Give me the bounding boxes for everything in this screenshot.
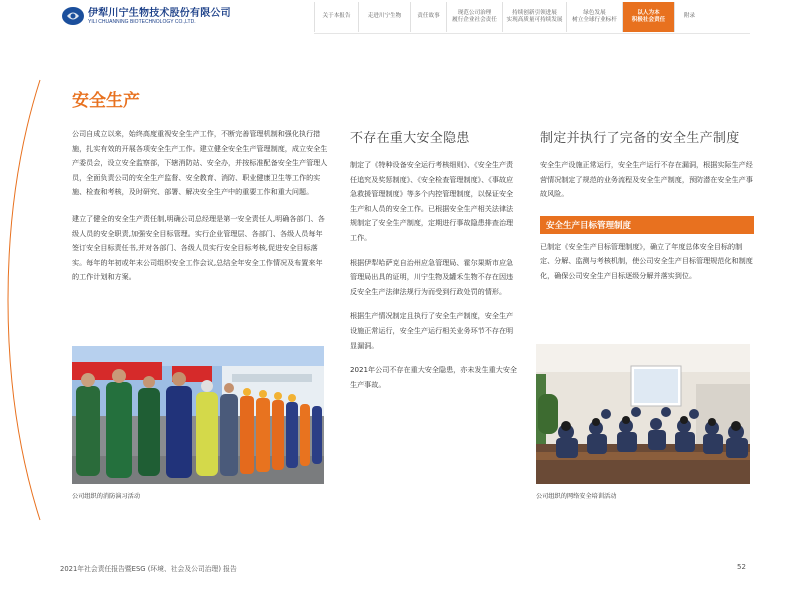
nav-tab-7[interactable]: 以人为本 积极社会责任 — [622, 2, 674, 32]
header-divider — [314, 33, 750, 34]
nav-tab-6[interactable]: 绿色发展 树立全球行业标杆 — [566, 2, 622, 32]
intro-paragraph-1: 公司自成立以来，始终高度重视安全生产工作，不断完善管理机制和强化执行措施，扎实有效的开展各项安全生产工作。建立健全安全生产管理制度，成立安全生产委员会，设立安全监察部，下辖消防站、安全办，并按标准配备安全生产管理人员，全面负责公司的安全生产监督、安全教育、消防、职业健康卫生等工作的实施、检查和考核，及时研究、部署、解决安全生产中的重要工作和重大问题。 — [72, 129, 328, 197]
safety-system-column — [540, 127, 754, 294]
fire-drill-photo — [72, 346, 324, 484]
no-hazard-paragraph-1: 制定了《特种设备安全运行考核细则》、《安全生产责任追究及奖惩制度》、《安全检查管理制度》、《事故应急救援管理制度》等多个内控管理制度，以保证安全生产和人员的安全工作。已根据安全生产相关法律法规制定了安全生产制度，定期进行事故隐患排查治理工作。 — [350, 160, 514, 242]
no-hazard-paragraph-3: 根据生产情况制定且执行了安全生产制度，安全生产设施正常运行，安全生产运行相关业务环节不存在明显漏洞。 — [350, 311, 514, 350]
logo-chinese-name: 伊犁川宁生物技术股份有限公司 — [88, 7, 231, 19]
nav-tab-1[interactable]: 关于本报告 — [314, 2, 358, 32]
network-training-photo — [536, 344, 750, 484]
nav-tab-2[interactable]: 走进川宁生物 — [358, 2, 410, 32]
decorative-curve — [0, 0, 60, 596]
nav-tab-8[interactable]: 附录 — [674, 2, 704, 32]
no-hazard-paragraph-4: 2021年公司不存在重大安全隐患，亦未发生重大安全生产事故。 — [350, 365, 518, 389]
safety-system-paragraph-2: 已制定《安全生产目标管理制度》，确立了年度总体安全目标的制定、分解、监测与考核机制，使公司安全生产目标管理规范化和制度化，确保公司安全生产目标逐级分解并落实到位。 — [540, 241, 753, 280]
header-bar — [0, 0, 808, 34]
logo-english-name: YILI CHUANNING BIOTECHNOLOGY CO.,LTD. — [88, 18, 196, 25]
chapter-nav — [314, 2, 704, 32]
safety-system-heading: 制定并执行了完备的安全生产制度 — [540, 131, 740, 146]
fire-drill-caption: 公司组织的消防演习活动 — [72, 493, 141, 500]
network-training-caption: 公司组织的网络安全培训活动 — [536, 493, 617, 500]
safety-system-paragraph-1: 安全生产设施正常运行，安全生产运行不存在漏洞，根据实际生产经营情况制定了规范的业务流程及安全生产制度，预防潜在安全生产事故风险。 — [540, 160, 753, 199]
no-hazard-heading: 不存在重大安全隐患 — [350, 131, 470, 146]
nav-tab-3[interactable]: 责任故事 — [410, 2, 446, 32]
page-title: 安全生产 — [72, 91, 140, 111]
intro-column — [72, 127, 328, 297]
target-management-badge: 安全生产目标管理制度 — [540, 216, 754, 234]
nav-tab-5[interactable]: 持续创新引领进展 实现高质量可持续发展 — [502, 2, 566, 32]
company-logo[interactable] — [62, 7, 231, 25]
report-name-footer: 2021年社会责任报告暨ESG (环境、社会及公司治理) 报告 — [60, 565, 237, 573]
company-emblem-icon — [62, 7, 84, 25]
no-hazard-column — [350, 127, 518, 402]
no-hazard-paragraph-2: 根据伊犁哈萨克自治州应急管理局、霍尔果斯市应急管理局出具的证明，川宁生物及罐禾生物不存在因违反安全生产法律法规行为而受到行政处罚的情形。 — [350, 257, 514, 296]
intro-paragraph-2: 建立了健全的安全生产责任制,明确公司总经理是第一安全责任人,明确各部门、各级人员的安全职责,加强安全目标管理。实行企业管理层、各部门、各级人员每年签订安全目标责任书,并对各部门、各级人员实行安全目标考核,促进安全目标落实。每年的年初或年末公司组织安全工作会议,总结全年安全工作情况及布置来年的工作计划和方案。 — [72, 213, 325, 282]
page-number: 52 — [737, 563, 746, 571]
nav-tab-4[interactable]: 现范公司治理 履行企业社会责任 — [446, 2, 502, 32]
